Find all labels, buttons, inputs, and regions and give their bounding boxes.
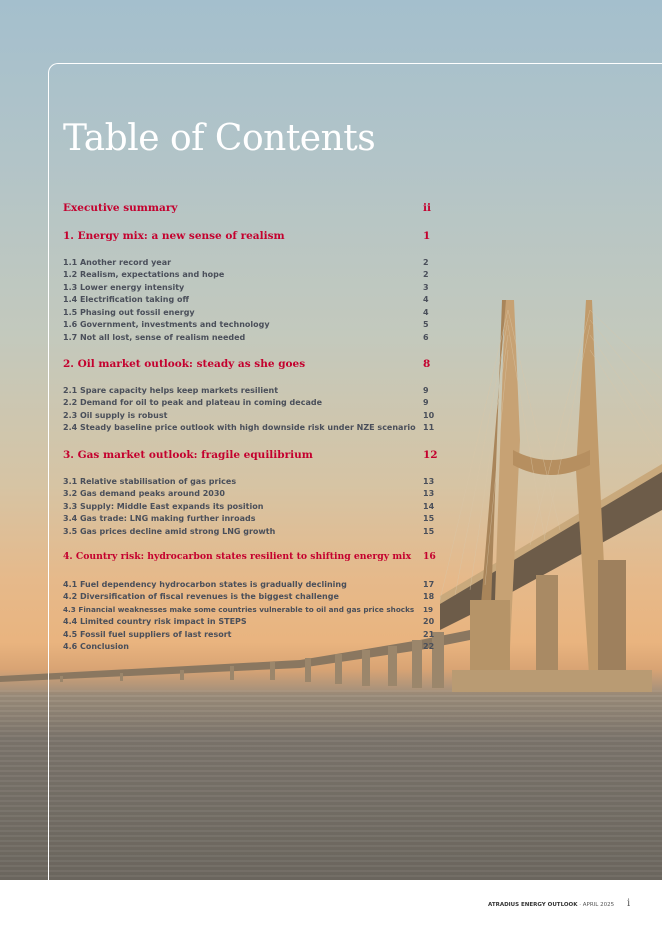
footer-brand: ATRADIUS ENERGY OUTLOOK · APRIL 2025 [488, 902, 615, 908]
toc-section-entry[interactable] [63, 283, 443, 292]
toc-section-entry[interactable] [63, 617, 443, 626]
toc-section-entry[interactable] [63, 386, 443, 395]
toc-entry-page: 6 [423, 333, 429, 342]
toc-section-entry[interactable] [63, 642, 443, 651]
toc-entry-page: 9 [423, 398, 429, 407]
toc-entry-page: 4 [423, 295, 429, 304]
toc-section-entry[interactable] [63, 502, 443, 511]
toc-chapter-entry[interactable] [63, 202, 443, 214]
toc-entry-page: 5 [423, 320, 429, 329]
toc-entry-page: 15 [423, 527, 435, 536]
toc-entry-label: 3.1 Relative stabilisation of gas prices [63, 477, 237, 486]
toc-entry-label: 2.3 Oil supply is robust [63, 411, 168, 420]
toc-section-entry[interactable] [63, 630, 443, 639]
toc-entry-label: 1.2 Realism, expectations and hope [63, 270, 225, 279]
toc-entry-label: 4.3 Financial weaknesses make some countries vulnerable to oil and gas price shocks [63, 605, 415, 614]
toc-entry-page: 10 [423, 411, 435, 420]
toc-entry-label: 1.7 Not all lost, sense of realism needed [63, 333, 246, 342]
footer-page-number: i [627, 898, 631, 909]
toc-entry-page: ii [423, 202, 431, 214]
toc-chapter-entry[interactable] [63, 358, 443, 370]
toc-entry-page: 8 [423, 358, 431, 370]
toc-entry-label: 4.1 Fuel dependency hydrocarbon states is gradually declining [63, 580, 347, 589]
toc-entry-page: 22 [423, 642, 435, 651]
toc-entry-page: 13 [423, 489, 435, 498]
toc-entry-page: 3 [423, 283, 429, 292]
toc-entry-label: 1.5 Phasing out fossil energy [63, 308, 195, 317]
toc-entry-page: 4 [423, 308, 429, 317]
toc-entry-label: Executive summary [63, 202, 178, 214]
toc-entry-page: 9 [423, 386, 429, 395]
toc-section-entry[interactable] [63, 295, 443, 304]
toc-entry-label: 2.1 Spare capacity helps keep markets resilient [63, 386, 279, 395]
page-title: Table of Contents [63, 118, 376, 159]
toc-section-entry[interactable] [63, 411, 443, 420]
toc-entry-page: 18 [423, 592, 435, 601]
toc-section-entry[interactable] [63, 398, 443, 407]
toc-entry-label: 2.4 Steady baseline price outlook with high downside risk under NZE scenario [63, 423, 416, 432]
toc-entry-page: 2 [423, 258, 429, 267]
toc-entry-label: 4.6 Conclusion [63, 642, 129, 651]
toc-entry-label: 4.5 Fossil fuel suppliers of last resort [63, 630, 232, 639]
toc-entry-label: 1.4 Electrification taking off [63, 295, 189, 304]
toc-chapter-entry[interactable] [63, 449, 443, 461]
toc-entry-label: 1.3 Lower energy intensity [63, 283, 185, 292]
toc-entry-page: 16 [423, 551, 436, 562]
toc-entry-page: 21 [423, 630, 435, 639]
toc-entry-label: 3.2 Gas demand peaks around 2030 [63, 489, 225, 498]
toc-section-entry[interactable] [63, 489, 443, 498]
toc-section-entry[interactable] [63, 270, 443, 279]
toc-entry-label: 3. Gas market outlook: fragile equilibrium [63, 449, 313, 461]
toc-entry-label: 1. Energy mix: a new sense of realism [63, 230, 285, 242]
toc-section-entry[interactable] [63, 514, 443, 523]
toc-entry-label: 3.3 Supply: Middle East expands its position [63, 502, 264, 511]
toc-entry-page: 13 [423, 477, 435, 486]
toc-entry-page: 20 [423, 617, 435, 626]
toc-entry-label: 4. Country risk: hydrocarbon states resilient to shifting energy mix [63, 551, 412, 562]
toc-entry-label: 1.6 Government, investments and technology [63, 320, 270, 329]
footer-date: APRIL 2025 [582, 902, 615, 908]
toc-section-entry[interactable] [63, 592, 443, 601]
toc-entry-label: 3.5 Gas prices decline amid strong LNG growth [63, 527, 276, 536]
toc-section-entry[interactable] [63, 320, 443, 329]
toc-entry-label: 2. Oil market outlook: steady as she goes [63, 358, 306, 370]
toc-entry-label: 4.4 Limited country risk impact in STEPS [63, 617, 247, 626]
toc-section-entry[interactable] [63, 308, 443, 317]
toc-chapter-entry[interactable] [63, 230, 443, 242]
toc-entry-label: 2.2 Demand for oil to peak and plateau in coming decade [63, 398, 322, 407]
toc-entry-page: 12 [423, 449, 438, 461]
footer-publication: ATRADIUS ENERGY OUTLOOK [488, 902, 578, 908]
toc-section-entry[interactable] [63, 333, 443, 342]
toc-section-entry[interactable] [63, 258, 443, 267]
toc-entry-label: 3.4 Gas trade: LNG making further inroads [63, 514, 256, 523]
toc-section-entry[interactable] [63, 605, 443, 614]
toc-section-entry[interactable] [63, 580, 443, 589]
toc-entry-page: 2 [423, 270, 429, 279]
toc-entry-page: 19 [423, 605, 434, 614]
toc-entry-page: 15 [423, 514, 435, 523]
toc-entry-page: 14 [423, 502, 435, 511]
toc-entry-page: 17 [423, 580, 435, 589]
toc-section-entry[interactable] [63, 477, 443, 486]
toc-entry-page: 1 [423, 230, 431, 242]
toc-entry-label: 1.1 Another record year [63, 258, 172, 267]
toc-entry-page: 11 [423, 423, 435, 432]
toc-entry-label: 4.2 Diversification of fiscal revenues is the biggest challenge [63, 592, 339, 601]
toc-section-entry[interactable] [63, 423, 443, 432]
toc-chapter-entry[interactable] [63, 551, 443, 562]
toc-section-entry[interactable] [63, 527, 443, 536]
